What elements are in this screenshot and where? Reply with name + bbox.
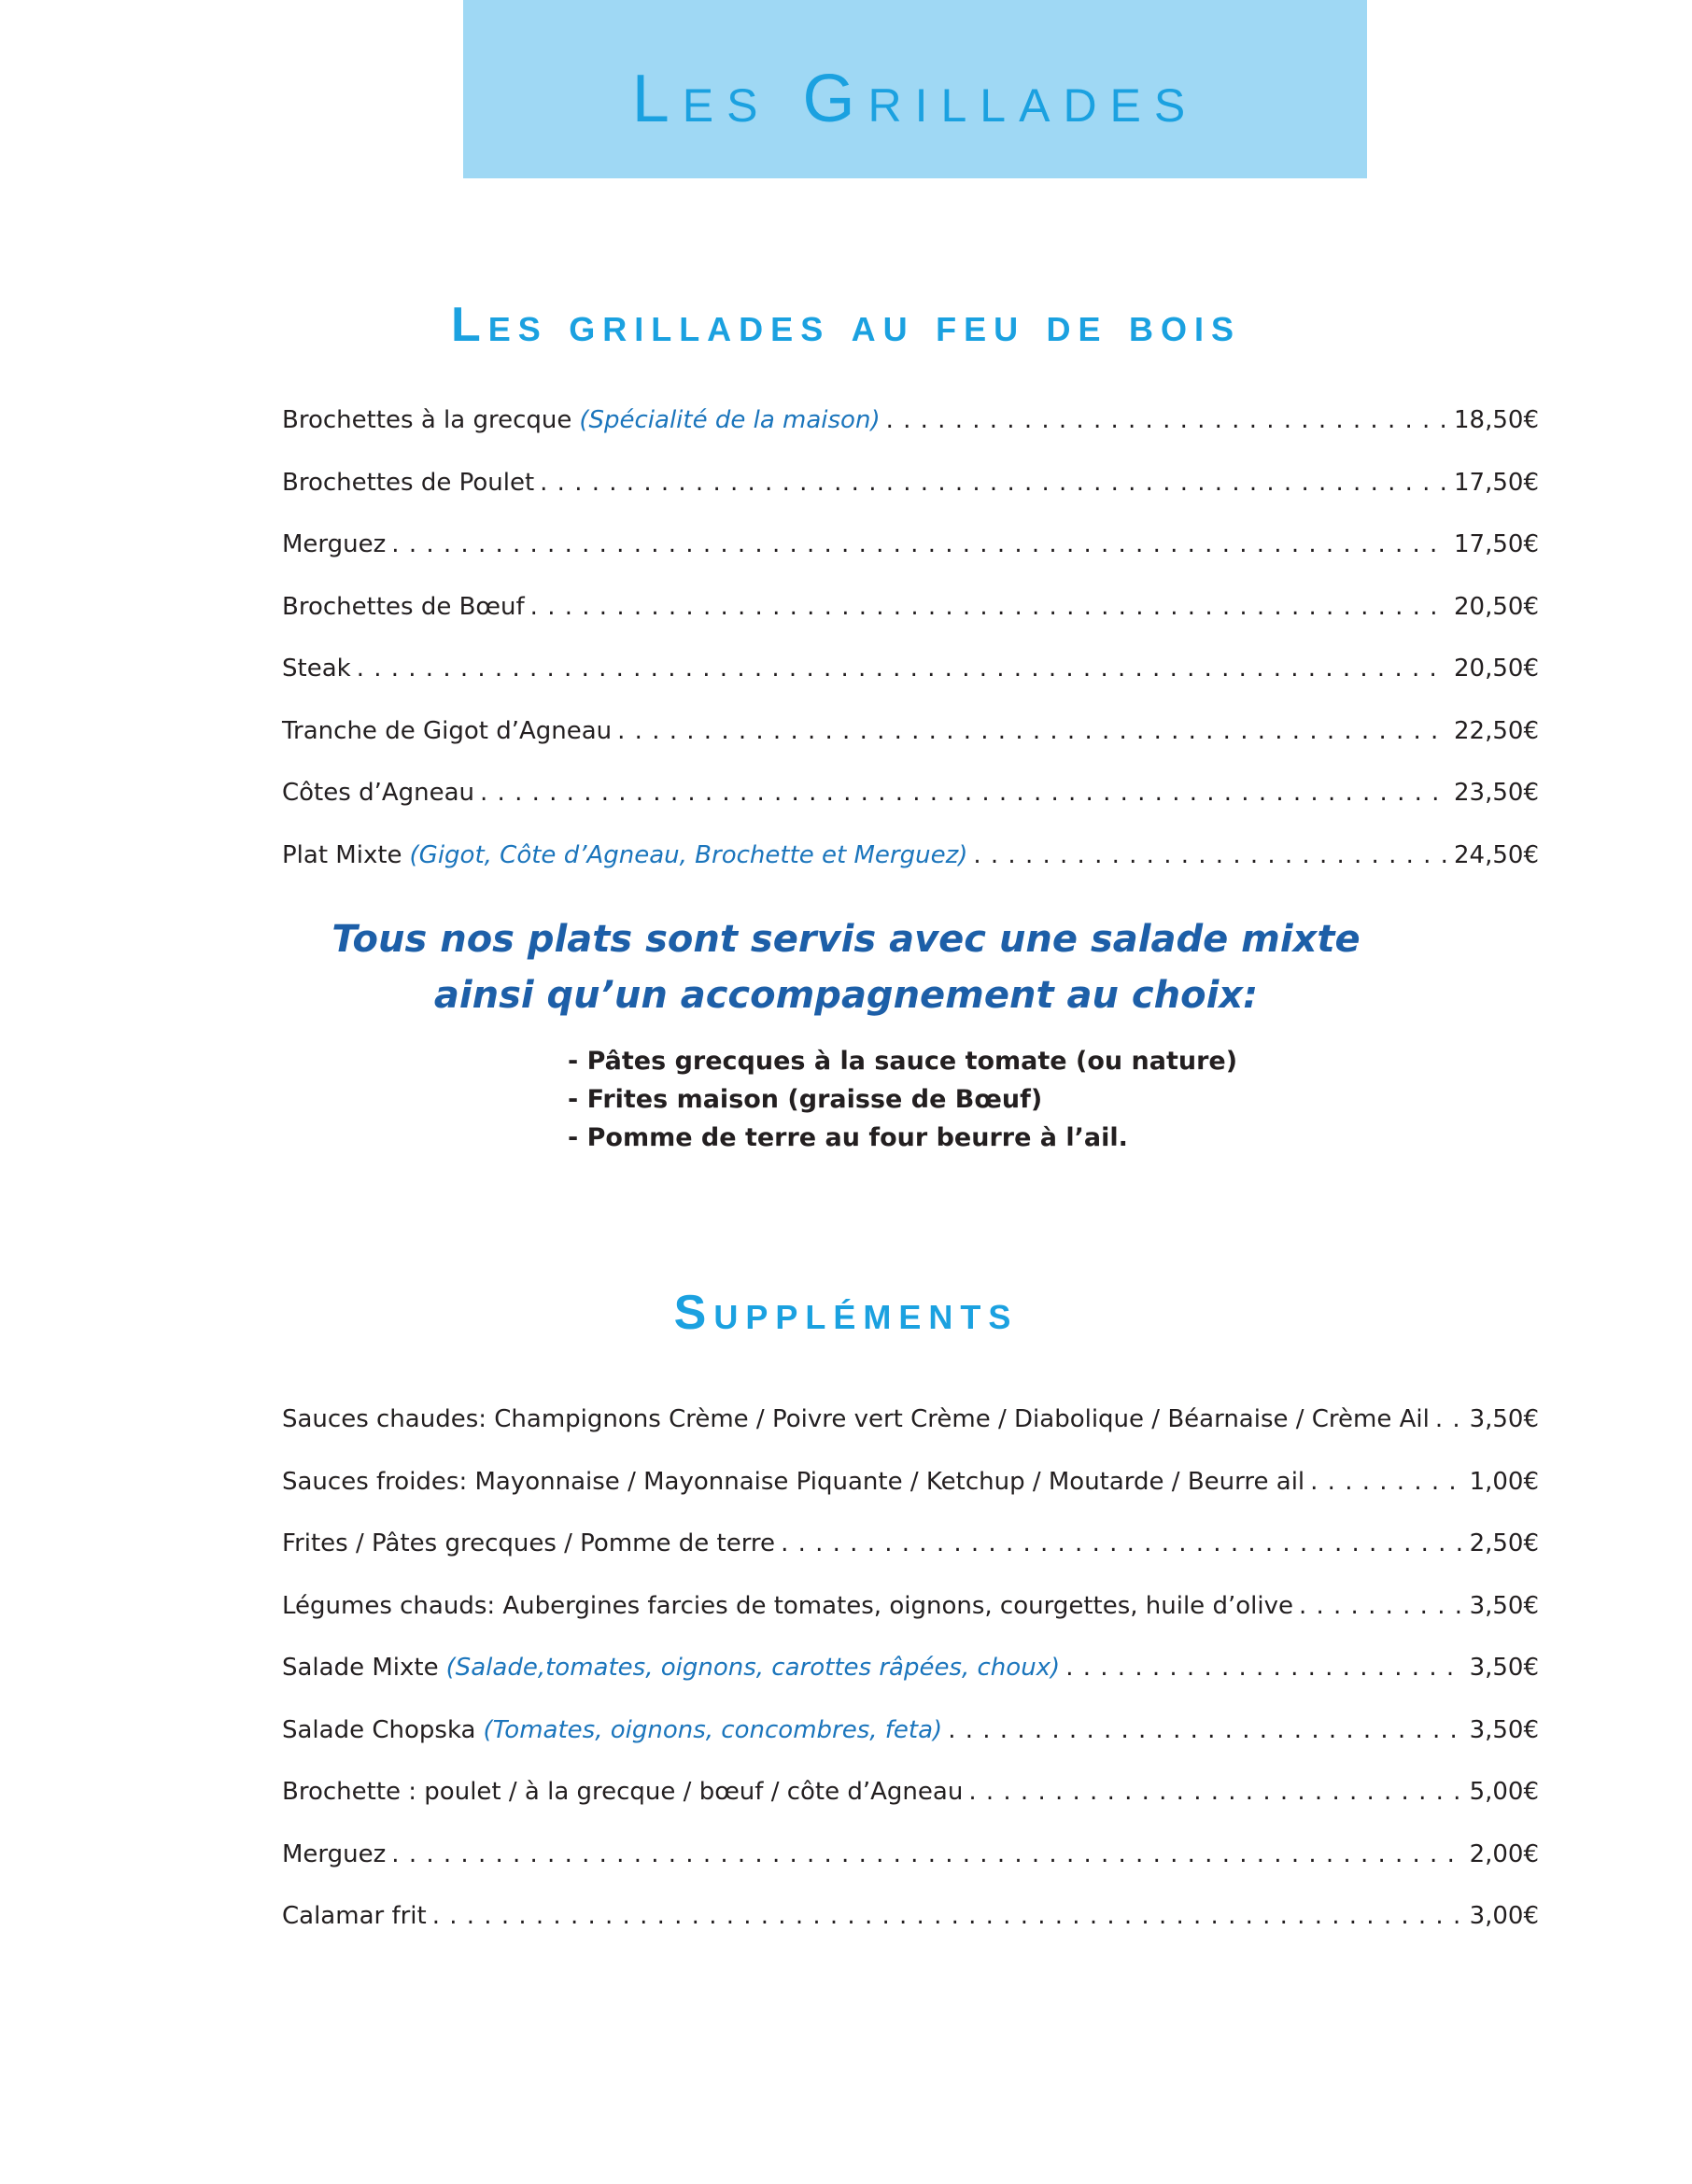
dot-leader — [886, 405, 1448, 436]
menu-item-name: Salade Chopska — [282, 1715, 476, 1744]
dot-leader — [357, 654, 1448, 684]
menu-item-name: Sauces chaudes: Champignons Crème / Poivre vert Crème / Diabolique / Béarnaise / Crème Ail — [282, 1405, 1430, 1433]
menu-item-description: (Salade,tomates, oignons, carottes râpées, choux) — [445, 1654, 1061, 1682]
menu-item-name: Steak — [282, 655, 351, 683]
dot-leader — [1065, 1653, 1463, 1684]
menu-item-price: 5,00€ — [1469, 1778, 1539, 1806]
side-option: - Frites maison (graisse de Bœuf) — [568, 1085, 1043, 1114]
menu-item-price: 23,50€ — [1454, 779, 1539, 807]
menu-item-name: Merguez — [282, 1839, 387, 1868]
menu-item-name: Brochettes à la grecque — [282, 406, 572, 434]
dot-leader — [1435, 1404, 1464, 1435]
dot-leader — [973, 840, 1448, 871]
dot-leader — [781, 1529, 1464, 1559]
menu-item — [282, 1559, 1539, 1622]
menu-item-name: Légumes chauds: Aubergines farcies de tomates, oignons, courgettes, huile d’olive — [282, 1591, 1293, 1620]
menu-item — [282, 373, 1539, 436]
menu-item — [282, 1808, 1539, 1870]
menu-item — [282, 436, 1539, 499]
supplements-list — [282, 1373, 1539, 1932]
menu-item-price: 3,50€ — [1469, 1405, 1539, 1433]
menu-item-price: 3,50€ — [1469, 1715, 1539, 1744]
menu-item-price: 2,50€ — [1469, 1529, 1539, 1557]
menu-item-name: Calamar frit — [282, 1902, 427, 1930]
menu-item-name: Brochettes de Poulet — [282, 468, 535, 497]
menu-item-name: Merguez — [282, 530, 387, 558]
menu-item-name: Côtes d’Agneau — [282, 779, 475, 807]
menu-item-description: (Spécialité de la maison) — [579, 406, 881, 434]
menu-item-price: 17,50€ — [1454, 468, 1539, 497]
note-line-1: Tous nos plats sont servis avec une salade mixte — [331, 918, 1361, 961]
menu-item-price: 22,50€ — [1454, 716, 1539, 745]
menu-item-name: Frites / Pâtes grecques / Pomme de terre — [282, 1529, 776, 1557]
menu-item — [282, 1621, 1539, 1684]
dot-leader — [391, 1839, 1463, 1870]
dot-leader — [617, 716, 1448, 747]
grillades-list — [282, 373, 1539, 870]
menu-item-price: 18,50€ — [1454, 406, 1539, 434]
menu-item — [282, 1684, 1539, 1746]
menu-item — [282, 560, 1539, 623]
sides-list — [568, 1042, 1237, 1157]
dot-leader — [540, 468, 1448, 499]
note-line-2: ainsi qu’un accompagnement au choix: — [433, 974, 1259, 1017]
menu-item-price: 3,50€ — [1469, 1654, 1539, 1682]
section-title-grillades: Les grillades au feu de bois — [450, 298, 1242, 352]
title-band — [463, 0, 1367, 178]
side-option: - Pâtes grecques à la sauce tomate (ou nature) — [568, 1047, 1238, 1076]
menu-item-description: (Gigot, Côte d’Agneau, Brochette et Merguez) — [409, 840, 968, 869]
menu-item-price: 17,50€ — [1454, 530, 1539, 558]
section-title-supplements: Suppléments — [673, 1286, 1019, 1340]
menu-item — [282, 622, 1539, 684]
menu-item-price: 1,00€ — [1469, 1467, 1539, 1496]
menu-item — [282, 746, 1539, 809]
menu-item — [282, 1869, 1539, 1932]
menu-item — [282, 1745, 1539, 1808]
menu-item — [282, 1435, 1539, 1498]
menu-item-name: Salade Mixte — [282, 1654, 439, 1682]
menu-item-name: Brochette : poulet / à la grecque / bœuf / côte d’Agneau — [282, 1778, 964, 1806]
menu-item-price: 20,50€ — [1454, 655, 1539, 683]
menu-item — [282, 1497, 1539, 1559]
dot-leader — [1299, 1591, 1464, 1622]
dot-leader — [391, 529, 1448, 560]
menu-item-description: (Tomates, oignons, concombres, feta) — [483, 1715, 943, 1744]
menu-item-name: Brochettes de Bœuf — [282, 592, 525, 621]
menu-item-price: 3,50€ — [1469, 1591, 1539, 1620]
menu-item — [282, 684, 1539, 747]
menu-item — [282, 498, 1539, 560]
menu-item-price: 24,50€ — [1454, 840, 1539, 869]
dot-leader — [432, 1901, 1464, 1932]
menu-item — [282, 1373, 1539, 1435]
menu-item-name: Tranche de Gigot d’Agneau — [282, 716, 613, 745]
menu-item-price: 2,00€ — [1469, 1839, 1539, 1868]
dot-leader — [480, 778, 1448, 809]
menu-item-price: 20,50€ — [1454, 592, 1539, 621]
page-title: Les Grillades — [631, 62, 1199, 136]
menu-item-name: Sauces froides: Mayonnaise / Mayonnaise Piquante / Ketchup / Moutarde / Beurre ail — [282, 1467, 1305, 1496]
menu-item-name: Plat Mixte — [282, 840, 402, 869]
menu-item-price: 3,00€ — [1469, 1902, 1539, 1930]
menu-item — [282, 809, 1539, 871]
dot-leader — [1310, 1467, 1463, 1498]
dot-leader — [968, 1777, 1463, 1808]
side-option: - Pomme de terre au four beurre à l’ail. — [568, 1123, 1128, 1152]
dot-leader — [530, 592, 1448, 623]
dot-leader — [948, 1715, 1463, 1746]
